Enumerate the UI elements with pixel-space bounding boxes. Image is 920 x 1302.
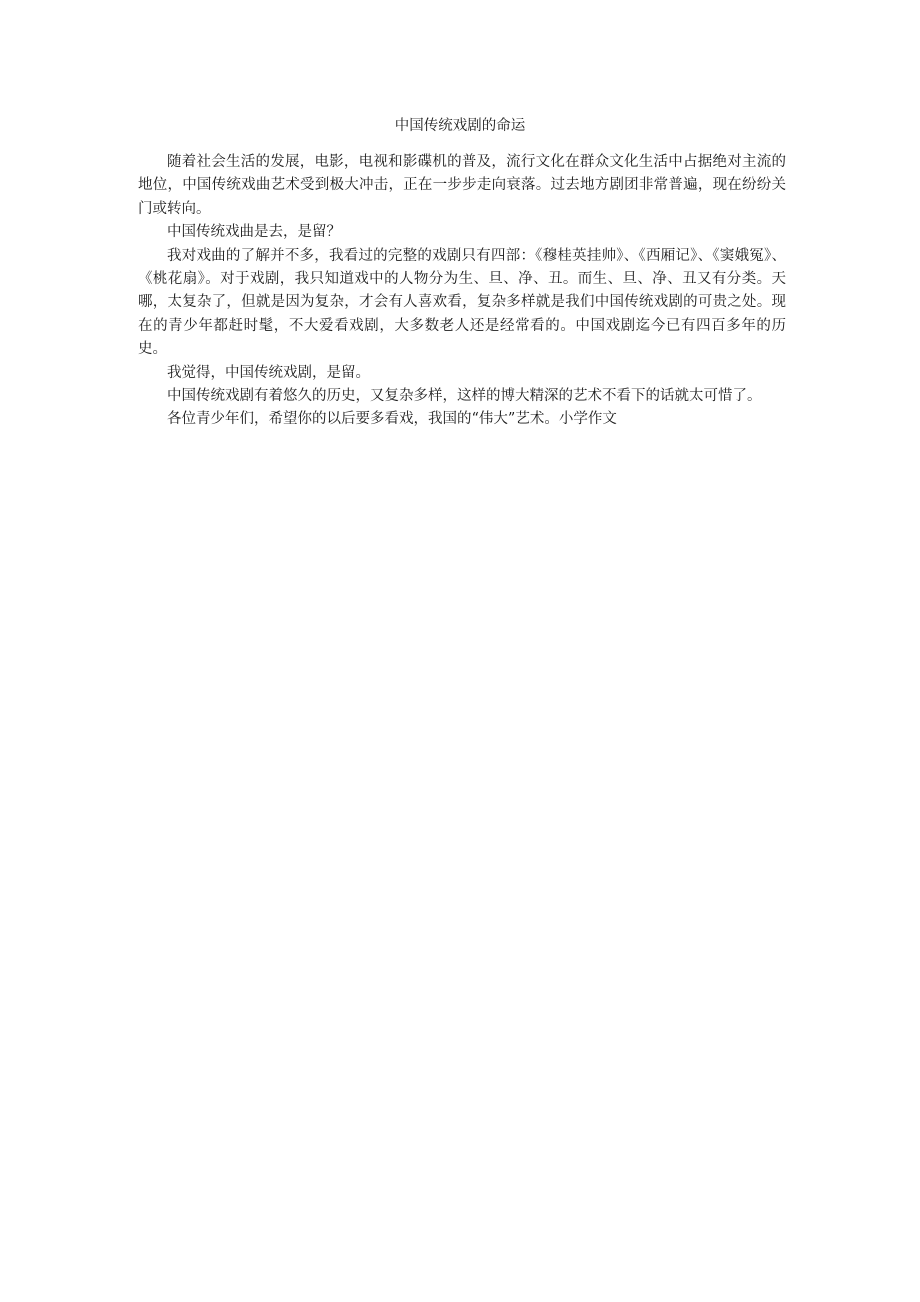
document-body [138,151,786,432]
document-title: 中国传统戏剧的命运 [394,118,526,134]
paragraph-4: 我觉得，中国传统戏剧，是留。 [167,364,370,381]
paragraph-6: 各位青少年们，希望你的以后要多看戏，我国的“伟大”艺术。小学作文 [167,411,617,428]
paragraph-5: 中国传统戏剧有着悠久的历史，又复杂多样，这样的博大精深的艺术不看下的话就太可惜了。 [167,388,762,405]
paragraph-2: 中国传统戏曲是去，是留？ [167,224,341,241]
paragraph-3: 我对戏曲的了解并不多，我看过的完整的戏剧只有四部：《穆桂英挂帅》、《西厢记》、《窦娥冤》、《桃花扇》。对于戏剧，我只知道戏中的人物分为生、旦、净、丑。而生、旦、净、丑又有分类。天哪，太复杂了，但就是因为复杂，才会有人喜欢看，复杂多样就是我们中国传统戏剧的可贵之处。现在的青少年都赶时髦，不大爱看戏剧，大多数老人还是经常看的。中国戏剧迄今已有四百多年的历史。 [138,247,786,358]
paragraph-1: 随着社会生活的发展，电影，电视和影碟机的普及，流行文化在群众文化生活中占据绝对主流的地位，中国传统戏曲艺术受到极大冲击，正在一步步走向衰落。过去地方剧团非常普遍，现在纷纷关门或转向。 [138,154,786,217]
